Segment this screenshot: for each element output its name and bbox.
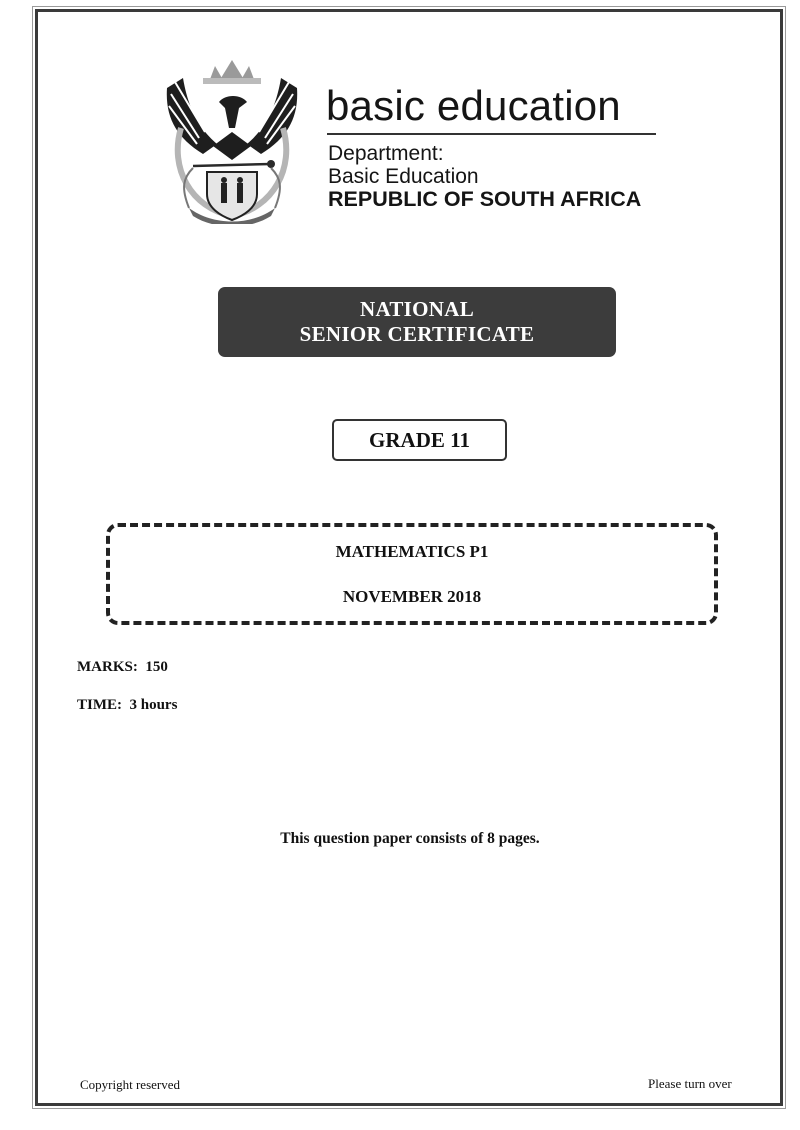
department-name: Basic Education — [328, 165, 479, 188]
pages-note: This question paper consists of 8 pages. — [280, 830, 540, 847]
time-label: TIME: 3 hours — [77, 697, 178, 713]
certificate-line-1: NATIONAL — [359, 297, 475, 321]
certificate-banner — [218, 287, 616, 357]
footer-copyright: Copyright reserved — [80, 1077, 181, 1092]
brand-divider — [327, 133, 656, 135]
certificate-line-2: SENIOR CERTIFICATE — [299, 322, 535, 346]
department-label: Department: — [328, 142, 444, 165]
coat-of-arms-icon — [163, 58, 301, 224]
exam-session: NOVEMBER 2018 — [342, 587, 482, 606]
brand-title: basic education — [326, 82, 621, 129]
subject-title: MATHEMATICS P1 — [335, 542, 489, 561]
marks-label: MARKS: 150 — [77, 659, 168, 675]
footer-turn-over: Please turn over — [648, 1076, 732, 1091]
grade-box: GRADE 11 — [332, 419, 507, 461]
subject-box — [106, 523, 718, 625]
country-name: REPUBLIC OF SOUTH AFRICA — [328, 187, 642, 211]
